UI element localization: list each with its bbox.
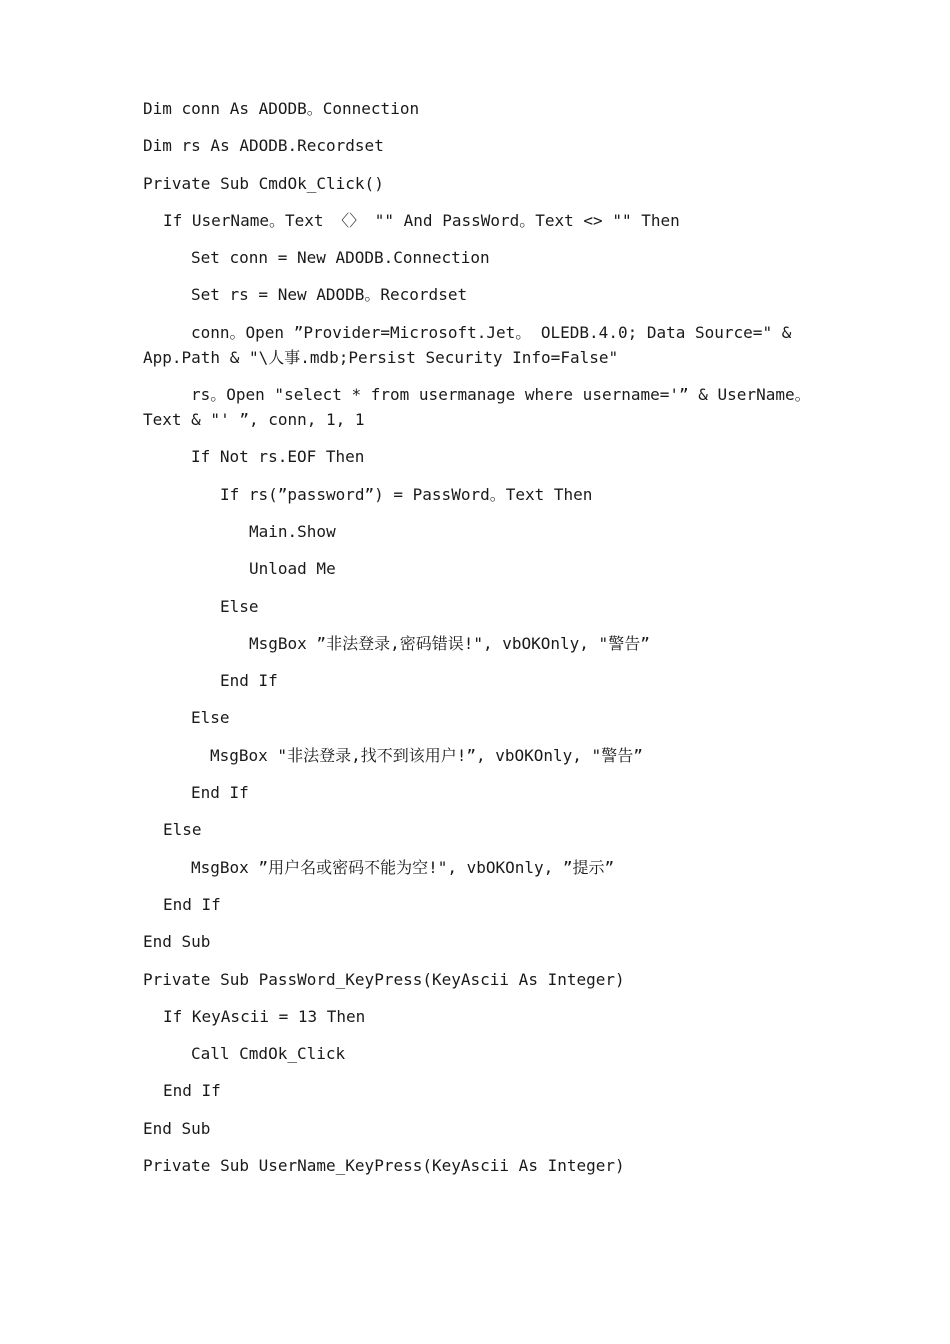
code-line: Dim rs As ADODB.Recordset	[143, 136, 384, 156]
code-line: rs。Open "select * from usermanage where username='” & UserName。Text & "' ”, conn, 1, 1	[143, 385, 811, 430]
code-line: MsgBox "非法登录,找不到该用户!”, vbOKOnly, "警告”	[210, 745, 643, 765]
code-line: Dim conn As ADODB。Connection	[143, 99, 420, 118]
code-line: End If	[163, 894, 221, 914]
code-line: Else	[220, 596, 259, 616]
code-line: Private Sub UserName_KeyPress(KeyAscii As Integer)	[143, 1156, 625, 1176]
code-line: End If	[220, 671, 278, 691]
code-line: Set conn = New ADODB.Connection	[191, 248, 490, 268]
code-line: MsgBox ”用户名或密码不能为空!", vbOKOnly, ”提示”	[191, 857, 615, 877]
code-line: Private Sub CmdOk_Click()	[143, 173, 384, 193]
code-line: Main.Show	[249, 521, 336, 541]
code-line: End If	[163, 1081, 221, 1101]
code-line: Call CmdOk_Click	[191, 1044, 346, 1064]
code-line: conn。Open ”Provider=Microsoft.Jet。 OLEDB.4.0; Data Source=" & App.Path & "\人事.mdb;Persist Security Info=False"	[143, 322, 801, 367]
code-line: MsgBox ”非法登录,密码错误!", vbOKOnly, "警告”	[249, 633, 650, 653]
code-line: Else	[163, 820, 202, 840]
code-line: End Sub	[143, 932, 211, 952]
code-line: If KeyAscii = 13 Then	[163, 1006, 366, 1026]
code-line: Private Sub PassWord_KeyPress(KeyAscii As Integer)	[143, 969, 625, 989]
code-line: If rs(”password”) = PassWord。Text Then	[220, 484, 593, 504]
code-line: If Not rs.EOF Then	[191, 447, 365, 467]
code-line: Set rs = New ADODB。Recordset	[191, 285, 468, 305]
code-line: If UserName。Text 〈〉 "" And PassWord。Text <> "" Then	[163, 210, 680, 230]
code-line: Else	[191, 708, 230, 728]
code-line: Unload Me	[249, 559, 336, 579]
code-line: End Sub	[143, 1118, 211, 1138]
code-line: End If	[191, 783, 249, 803]
vb-code-listing	[143, 96, 823, 1190]
